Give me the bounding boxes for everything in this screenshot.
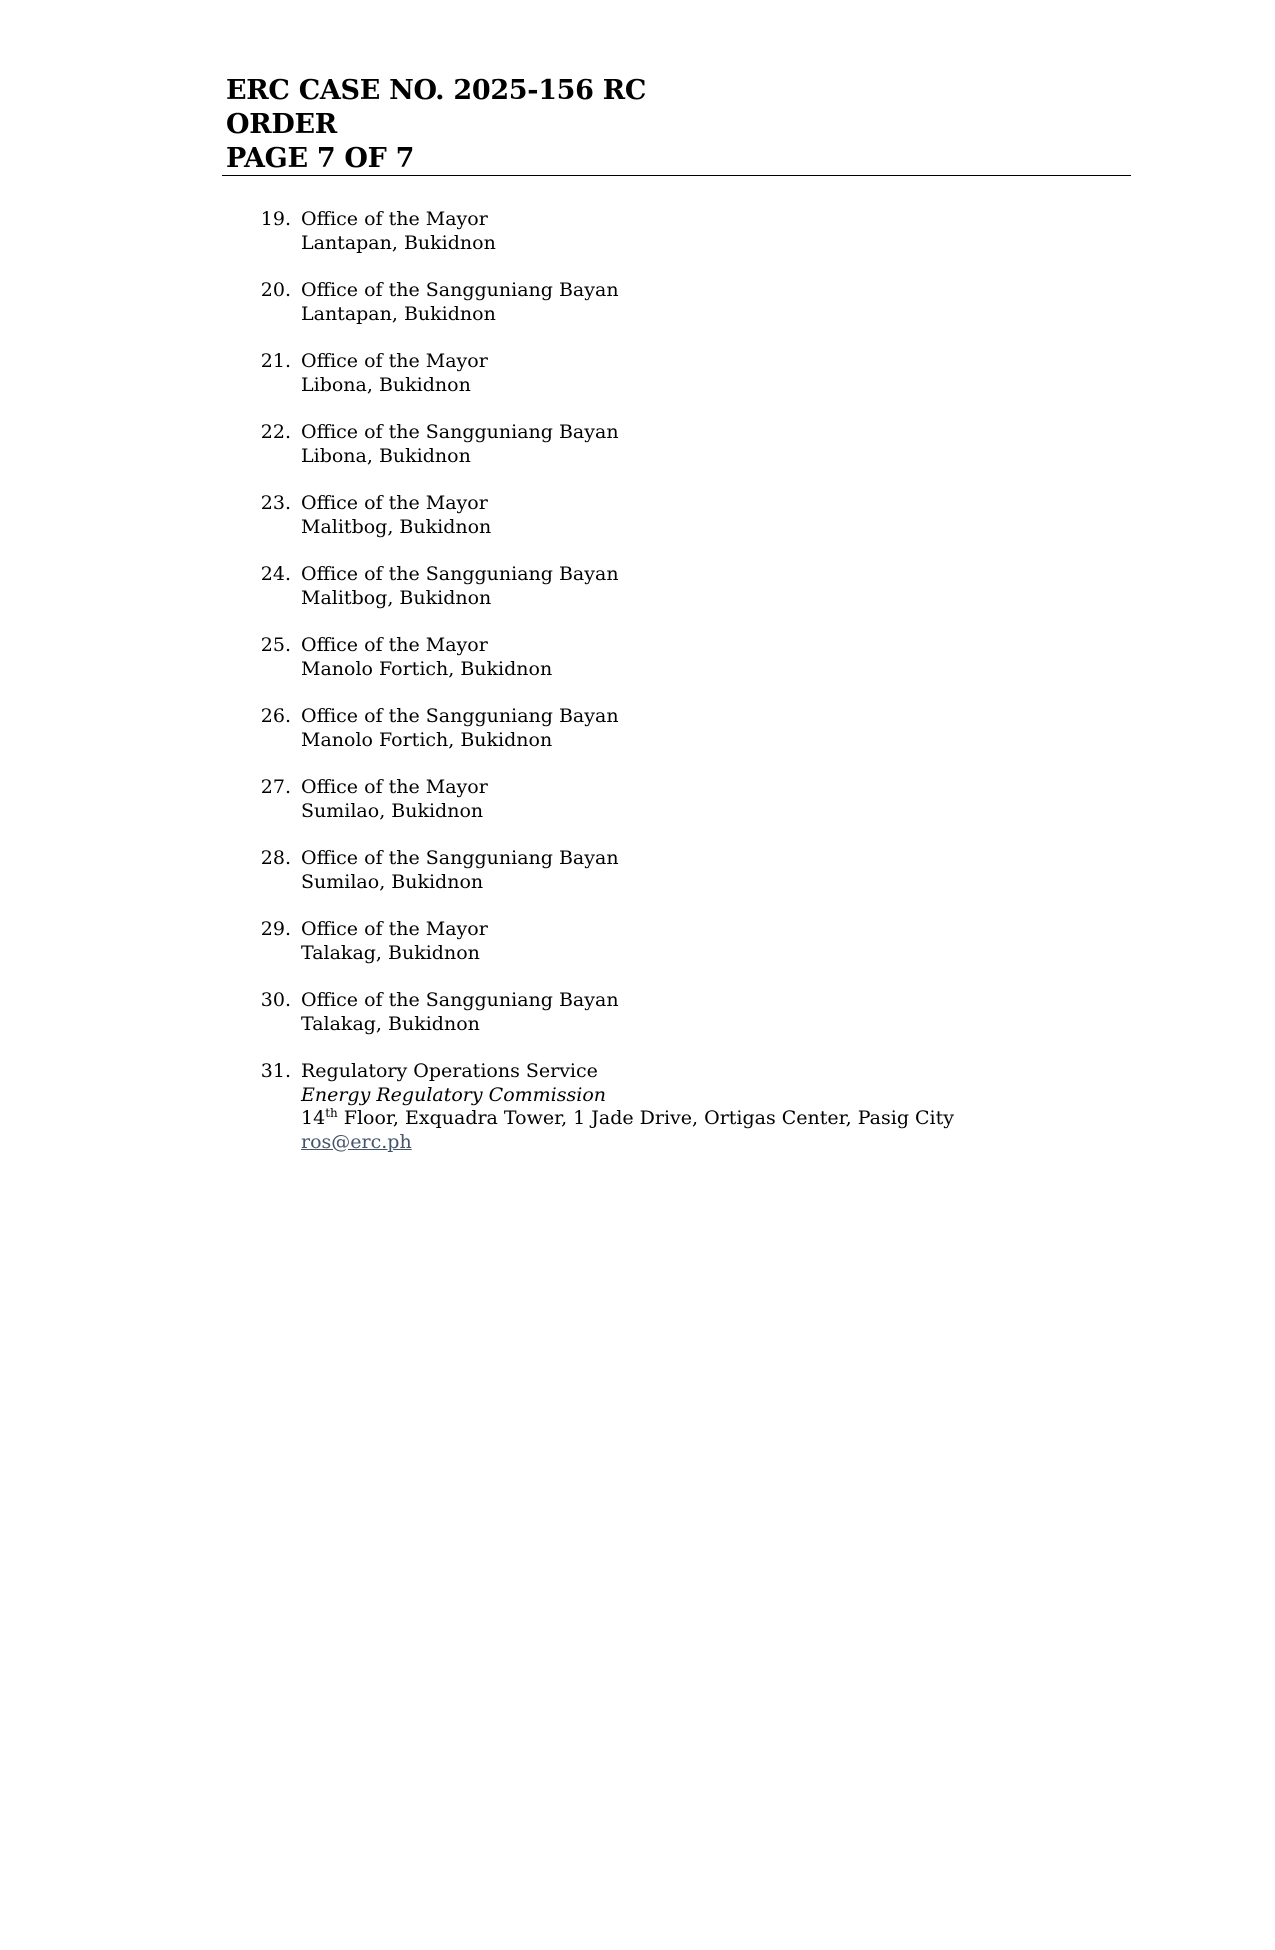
list-item — [240, 492, 1100, 539]
office-name: Office of the Mayor — [301, 492, 488, 514]
office-location: Libona, Bukidnon — [301, 373, 471, 396]
office-name: Office of the Sangguniang Bayan — [301, 563, 619, 585]
item-number: 25. — [260, 634, 291, 656]
office-location: Malitbog, Bukidnon — [301, 586, 492, 609]
office-location: Lantapan, Bukidnon — [301, 231, 496, 254]
office-location: Sumilao, Bukidnon — [301, 799, 484, 822]
document-type: ORDER — [226, 109, 337, 140]
list-item — [240, 776, 1100, 823]
case-number: ERC CASE NO. 2025-156 RC — [226, 75, 647, 106]
office-name: Office of the Sangguniang Bayan — [301, 421, 619, 443]
agency-name: Energy Regulatory Commission — [301, 1083, 606, 1106]
address-text: Floor, Exquadra Tower, 1 Jade Drive, Ortigas Center, Pasig City — [337, 1107, 955, 1129]
list-item — [240, 705, 1100, 752]
office-name: Regulatory Operations Service — [301, 1060, 598, 1082]
office-location: Manolo Fortich, Bukidnon — [301, 728, 553, 751]
office-location: Lantapan, Bukidnon — [301, 302, 496, 325]
floor-number: 14 — [301, 1107, 326, 1129]
office-name: Office of the Mayor — [301, 918, 488, 940]
item-number: 27. — [260, 776, 291, 798]
item-number: 22. — [260, 421, 291, 443]
office-location: Sumilao, Bukidnon — [301, 870, 484, 893]
item-number: 21. — [260, 350, 291, 372]
office-name: Office of the Mayor — [301, 350, 488, 372]
item-number: 19. — [260, 208, 291, 230]
item-number: 20. — [260, 279, 291, 301]
office-location: Malitbog, Bukidnon — [301, 515, 492, 538]
distribution-list — [240, 208, 1100, 1178]
office-location: Manolo Fortich, Bukidnon — [301, 657, 553, 680]
item-number: 23. — [260, 492, 291, 514]
email-link[interactable]: ros@erc.ph — [301, 1130, 412, 1153]
list-item — [240, 208, 1100, 255]
page-number: PAGE 7 OF 7 — [226, 143, 415, 174]
office-address — [301, 1107, 1100, 1131]
office-location: Libona, Bukidnon — [301, 444, 471, 467]
office-name: Office of the Sangguniang Bayan — [301, 989, 619, 1011]
list-item — [240, 989, 1100, 1036]
office-name: Office of the Mayor — [301, 776, 488, 798]
item-number: 24. — [260, 563, 291, 585]
item-number: 30. — [260, 989, 291, 1011]
item-number: 26. — [260, 705, 291, 727]
page-header — [226, 74, 1135, 176]
list-item — [240, 918, 1100, 965]
office-location: Talakag, Bukidnon — [301, 1012, 480, 1035]
header-divider — [222, 175, 1131, 176]
office-name: Office of the Sangguniang Bayan — [301, 279, 619, 301]
list-item — [240, 634, 1100, 681]
list-item — [240, 279, 1100, 326]
list-item — [240, 350, 1100, 397]
office-name: Office of the Sangguniang Bayan — [301, 705, 619, 727]
office-name: Office of the Sangguniang Bayan — [301, 847, 619, 869]
office-name: Office of the Mayor — [301, 634, 488, 656]
office-name: Office of the Mayor — [301, 208, 488, 230]
list-item — [240, 563, 1100, 610]
list-item — [240, 847, 1100, 894]
list-item-regulatory-operations — [240, 1060, 1100, 1154]
item-number: 31. — [260, 1060, 291, 1082]
office-location: Talakag, Bukidnon — [301, 941, 480, 964]
item-number: 29. — [260, 918, 291, 940]
floor-ordinal: th — [325, 1106, 338, 1120]
list-item — [240, 421, 1100, 468]
item-number: 28. — [260, 847, 291, 869]
